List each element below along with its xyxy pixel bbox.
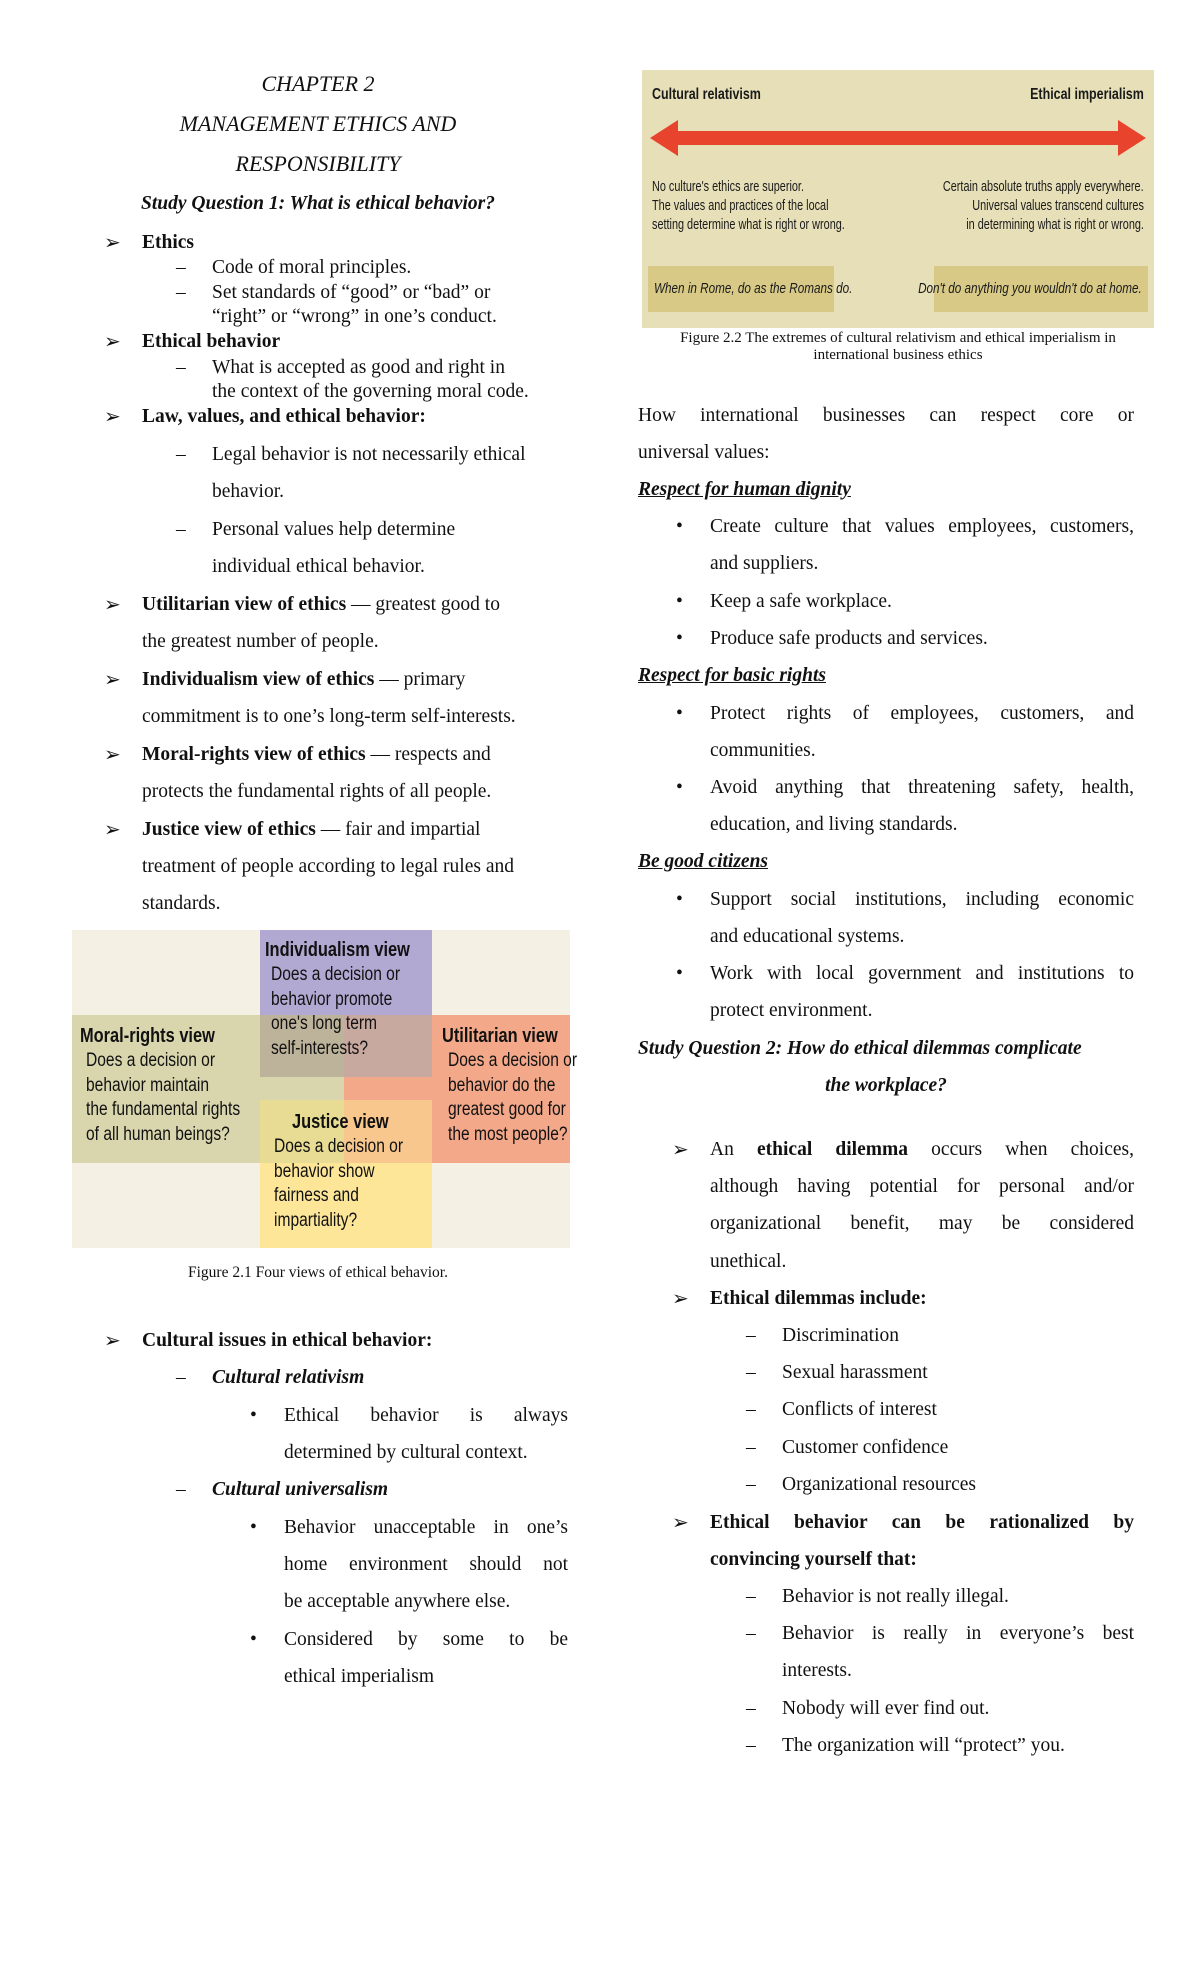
- cultural-universalism-item-cont: ethical imperialism: [284, 1666, 434, 1687]
- rights-item-cont: communities.: [710, 740, 816, 761]
- round-bullet: •: [676, 516, 683, 537]
- arrow-bullet-icon: ➢: [104, 592, 121, 616]
- dash-bullet: –: [176, 444, 186, 465]
- arrow-bullet-icon: ➢: [104, 1328, 121, 1352]
- dilemma-definition-cont: although having potential for personal and/or: [710, 1176, 1134, 1197]
- individualism-view-line: [142, 668, 465, 692]
- round-bullet: •: [250, 1405, 257, 1426]
- rationalized-item-cont: interests.: [782, 1660, 852, 1681]
- arrow-bullet-icon: ➢: [104, 742, 121, 766]
- good-citizens-heading: Be good citizens: [638, 851, 768, 872]
- ethics-item-cont: “right” or “wrong” in one’s conduct.: [212, 306, 497, 327]
- dilemma-definition-cont: unethical.: [710, 1251, 787, 1272]
- dash-bullet: –: [746, 1623, 756, 1644]
- moral-rights-view-title: Moral-rights view: [80, 1025, 215, 1047]
- rationalized-label: Ethical behavior can be rationalized by: [710, 1512, 1134, 1533]
- round-bullet: •: [250, 1629, 257, 1650]
- ethical-imperialism-title: Ethical imperialism: [1030, 86, 1144, 103]
- imperialism-desc-line: Certain absolute truths apply everywhere.: [943, 179, 1144, 195]
- study-question-1: Study Question 1: What is ethical behavior?: [141, 193, 495, 214]
- dignity-item: Create culture that values employees, customers,: [710, 516, 1134, 537]
- dilemma-definition-cont: organizational benefit, may be considered: [710, 1213, 1134, 1234]
- dash-bullet: –: [176, 1367, 186, 1388]
- respect-human-dignity-heading: Respect for human dignity: [638, 479, 851, 500]
- figure-2-caption: [642, 330, 1154, 364]
- round-bullet: •: [676, 628, 683, 649]
- dignity-item-cont: and suppliers.: [710, 553, 819, 574]
- dilemma-item: Customer confidence: [782, 1437, 949, 1458]
- dash-bullet: –: [746, 1474, 756, 1495]
- dilemma-definition: [710, 1138, 1134, 1162]
- rationalized-item: Nobody will ever find out.: [782, 1698, 990, 1719]
- rights-item: Avoid anything that threatening safety, health,: [710, 777, 1134, 798]
- intl-intro: How international businesses can respect core or: [638, 405, 1134, 426]
- figure-2-caption-line1: Figure 2.2 The extremes of cultural relativism and ethical imperialism in: [680, 330, 1116, 346]
- figure-four-views: [72, 930, 578, 1250]
- law-values-item-cont: individual ethical behavior.: [212, 556, 425, 577]
- ethical-behavior-item: What is accepted as good and right in: [212, 357, 505, 378]
- arrow-bullet-icon: ➢: [672, 1137, 689, 1161]
- dash-bullet: –: [746, 1698, 756, 1719]
- relativism-desc-line: No culture's ethics are superior.: [652, 179, 804, 195]
- justice-view-title: Justice view: [292, 1111, 389, 1133]
- cultural-relativism-item-cont: determined by cultural context.: [284, 1442, 528, 1463]
- arrow-bullet-icon: ➢: [104, 329, 121, 353]
- dash-bullet: –: [176, 519, 186, 540]
- law-values-label: Law, values, and ethical behavior:: [142, 406, 426, 427]
- cultural-issues-label: Cultural issues in ethical behavior:: [142, 1330, 433, 1351]
- dash-bullet: –: [746, 1437, 756, 1458]
- dilemma-item: Sexual harassment: [782, 1362, 928, 1383]
- citizens-item: Support social institutions, including economic: [710, 889, 1134, 910]
- dash-bullet: –: [746, 1362, 756, 1383]
- ethics-item: Code of moral principles.: [212, 257, 412, 278]
- ethics-label: Ethics: [142, 232, 195, 253]
- dash-bullet: –: [746, 1735, 756, 1756]
- cultural-relativism-title: Cultural relativism: [652, 86, 761, 103]
- moral-rights-view-cont: protects the fundamental rights of all people.: [142, 781, 492, 802]
- double-arrow-icon: [642, 118, 1154, 158]
- dignity-item: Keep a safe workplace.: [710, 591, 892, 612]
- dash-bullet: –: [176, 257, 186, 278]
- moral-rights-view-desc: — respects and: [365, 744, 491, 765]
- individualism-view-cont: commitment is to one’s long-term self-interests.: [142, 706, 516, 727]
- law-values-item-cont: behavior.: [212, 481, 285, 502]
- arrow-bullet-icon: ➢: [672, 1510, 689, 1534]
- chapter-subtitle-line1: MANAGEMENT ETHICS AND: [179, 111, 457, 136]
- dignity-item: Produce safe products and services.: [710, 628, 988, 649]
- justice-view-cont: standards.: [142, 893, 221, 914]
- utilitarian-view-cont: the greatest number of people.: [142, 631, 379, 652]
- citizens-item-cont: and educational systems.: [710, 926, 905, 947]
- arrow-bullet-icon: ➢: [104, 667, 121, 691]
- moral-rights-view-term: Moral-rights view of ethics: [142, 744, 366, 765]
- cultural-universalism-item-cont: be acceptable anywhere else.: [284, 1591, 511, 1612]
- round-bullet: •: [676, 963, 683, 984]
- arrow-bullet-icon: ➢: [104, 404, 121, 428]
- law-values-item: Legal behavior is not necessarily ethical: [212, 444, 526, 465]
- dilemma-term: ethical dilemma: [757, 1139, 908, 1160]
- dilemma-definition-pre: An: [710, 1139, 758, 1160]
- law-values-item: Personal values help determine: [212, 519, 456, 540]
- moral-rights-view-line: [142, 743, 491, 767]
- cultural-relativism-item: Ethical behavior is always: [284, 1405, 568, 1426]
- justice-view-desc: — fair and impartial: [315, 819, 481, 840]
- cultural-universalism-item-cont: home environment should not: [284, 1554, 568, 1575]
- chapter-subtitle-line2: RESPONSIBILITY: [235, 151, 401, 176]
- cultural-universalism-item: Considered by some to be: [284, 1629, 568, 1650]
- justice-view-cont: treatment of people according to legal rules and: [142, 856, 514, 877]
- dash-bullet: –: [176, 357, 186, 378]
- imperialism-desc-line: Universal values transcend cultures: [972, 198, 1144, 214]
- figure-2-caption-line2: international business ethics: [813, 347, 983, 363]
- arrow-bullet-icon: ➢: [672, 1286, 689, 1310]
- dilemma-item: Discrimination: [782, 1325, 899, 1346]
- justice-view-text: Does a decision or behavior show fairness and impartiality?: [274, 1136, 404, 1231]
- rights-item-cont: education, and living standards.: [710, 814, 958, 835]
- dash-bullet: –: [746, 1586, 756, 1607]
- round-bullet: •: [676, 777, 683, 798]
- cultural-universalism-item: Behavior unacceptable in one’s: [284, 1517, 568, 1538]
- rationalized-item: Behavior is not really illegal.: [782, 1586, 1009, 1607]
- dilemmas-include-label: Ethical dilemmas include:: [710, 1288, 927, 1309]
- individualism-view-term: Individualism view of ethics: [142, 669, 375, 690]
- round-bullet: •: [676, 703, 683, 724]
- imperialism-motto: Don't do anything you wouldn't do at home.: [918, 280, 1142, 297]
- individualism-view-text: Does a decision or behavior promote one's long term self-interests?: [271, 964, 401, 1059]
- dilemma-definition-post: occurs when choices,: [908, 1139, 1134, 1160]
- utilitarian-view-text: Does a decision or behavior do the greatest good for the most people?: [448, 1050, 578, 1145]
- rationalized-item: The organization will “protect” you.: [782, 1735, 1065, 1756]
- arrow-bullet-icon: ➢: [104, 817, 121, 841]
- justice-view-term: Justice view of ethics: [142, 819, 316, 840]
- arrow-bullet-icon: ➢: [104, 230, 121, 254]
- ethical-behavior-item-cont: the context of the governing moral code.: [212, 381, 529, 402]
- individualism-view-title: Individualism view: [265, 939, 410, 961]
- citizens-item: Work with local government and institutions to: [710, 963, 1134, 984]
- citizens-item-cont: protect environment.: [710, 1000, 873, 1021]
- dash-bullet: –: [176, 282, 186, 303]
- rationalized-label-cont: convincing yourself that:: [710, 1549, 917, 1570]
- chapter-title: CHAPTER 2: [261, 71, 375, 96]
- figure-1-caption: Figure 2.1 Four views of ethical behavior.: [187, 1264, 448, 1281]
- round-bullet: •: [676, 591, 683, 612]
- dilemma-item: Organizational resources: [782, 1474, 977, 1495]
- round-bullet: •: [250, 1517, 257, 1538]
- dash-bullet: –: [746, 1325, 756, 1346]
- justice-view-line: [142, 818, 480, 842]
- rationalized-item: Behavior is really in everyone’s best: [782, 1623, 1134, 1644]
- utilitarian-view-title: Utilitarian view: [442, 1025, 558, 1047]
- study-question-2: Study Question 2: How do ethical dilemmas complicate: [638, 1038, 1082, 1059]
- study-question-2-cont: the workplace?: [825, 1075, 947, 1096]
- cultural-universalism-label: Cultural universalism: [212, 1479, 389, 1500]
- dash-bullet: –: [176, 1479, 186, 1500]
- utilitarian-view-term: Utilitarian view of ethics: [142, 594, 347, 615]
- round-bullet: •: [676, 889, 683, 910]
- dilemma-item: Conflicts of interest: [782, 1399, 937, 1420]
- moral-rights-view-text: Does a decision or behavior maintain the fundamental rights of all human beings?: [86, 1050, 241, 1145]
- imperialism-desc-line: in determining what is right or wrong.: [966, 217, 1144, 233]
- ethical-behavior-label: Ethical behavior: [142, 331, 281, 352]
- ethics-item: Set standards of “good” or “bad” or: [212, 282, 491, 303]
- relativism-desc-line: The values and practices of the local: [652, 198, 829, 214]
- relativism-desc-line: setting determine what is right or wrong.: [652, 217, 845, 233]
- figure-cultural-relativism-vs-imperialism: [642, 70, 1154, 328]
- intl-intro-cont: universal values:: [638, 442, 770, 463]
- cultural-relativism-label: Cultural relativism: [212, 1367, 365, 1388]
- individualism-view-desc: — primary: [374, 669, 466, 690]
- utilitarian-view-line: [142, 593, 500, 617]
- rights-item: Protect rights of employees, customers, and: [710, 703, 1134, 724]
- dash-bullet: –: [746, 1399, 756, 1420]
- utilitarian-view-desc: — greatest good to: [346, 594, 500, 615]
- respect-basic-rights-heading: Respect for basic rights: [638, 665, 826, 686]
- relativism-motto: When in Rome, do as the Romans do.: [654, 280, 853, 297]
